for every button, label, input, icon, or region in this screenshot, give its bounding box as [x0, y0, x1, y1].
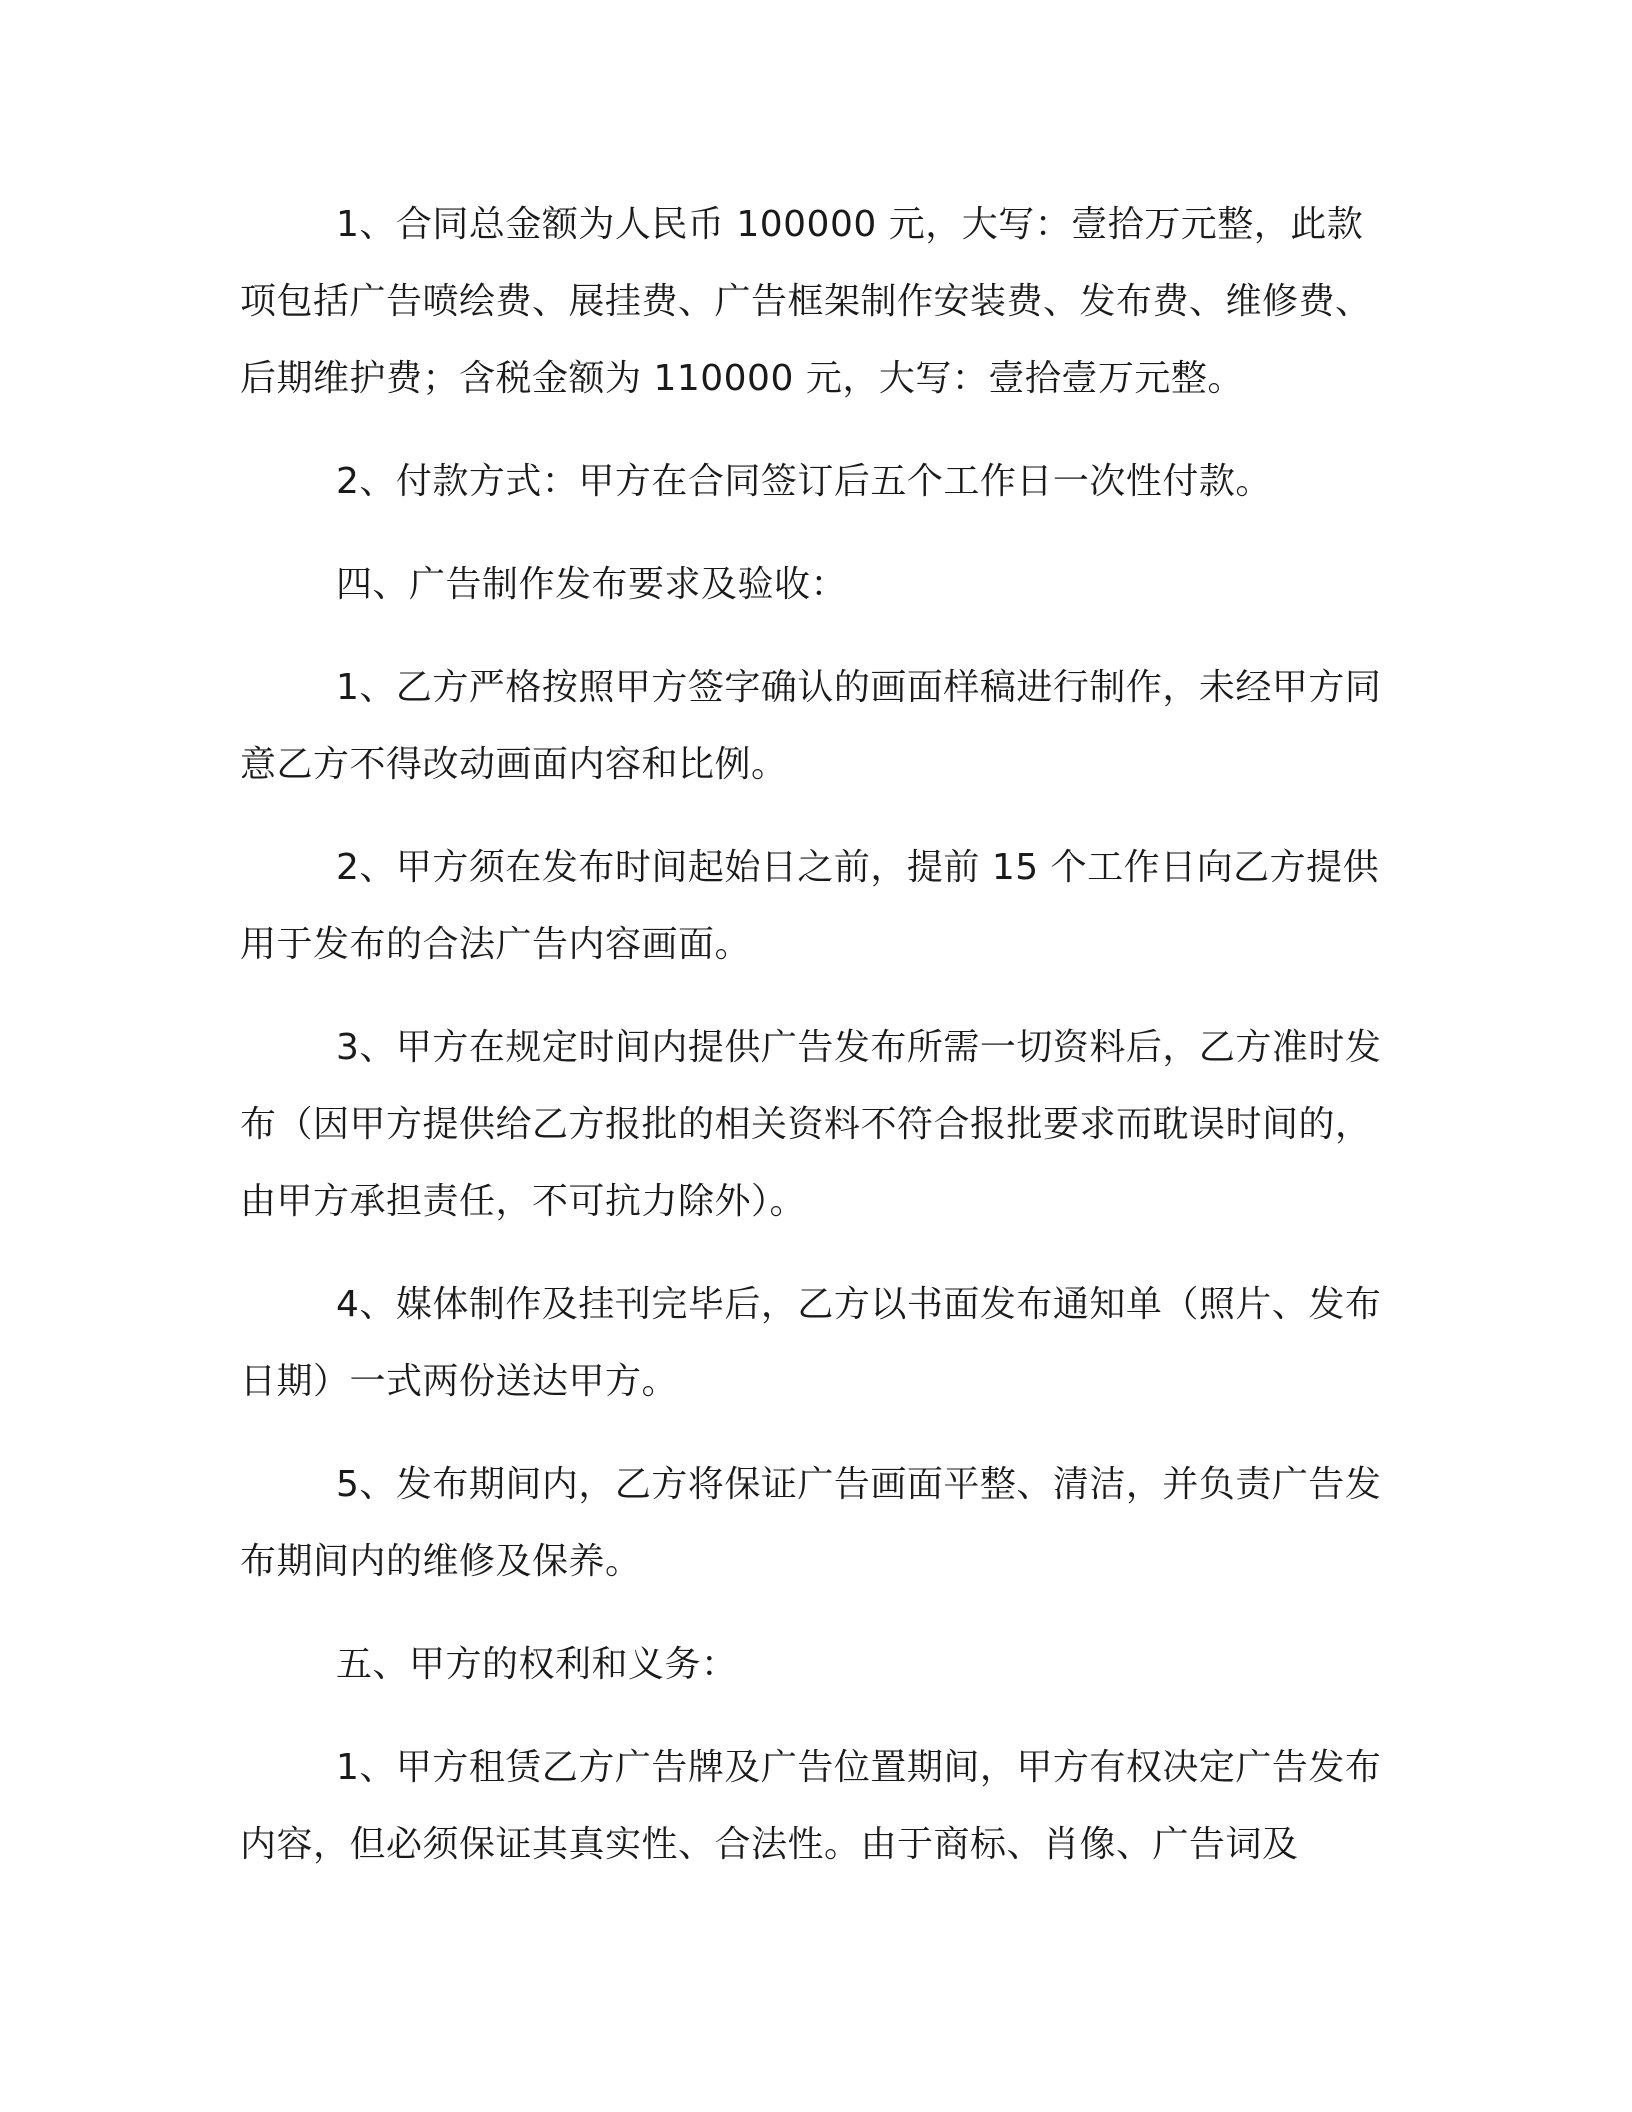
paragraph-requirement-2: 2、甲方须在发布时间起始日之前，提前 15 个工作日向乙方提供用于发布的合法广告内容画面。 — [240, 847, 1380, 965]
paragraph-party-a-right-1: 1、甲方租赁乙方广告牌及广告位置期间，甲方有权决定广告发布内容，但必须保证其真实性、合法性。由于商标、肖像、广告词及 — [240, 1747, 1382, 1865]
document-body — [240, 186, 1390, 1883]
section-heading-party-a-rights: 五、甲方的权利和义务： — [336, 1644, 738, 1685]
paragraph-requirement-1: 1、乙方严格按照甲方签字确认的画面样稿进行制作，未经甲方同意乙方不得改动画面内容和比例。 — [240, 667, 1382, 785]
paragraph-requirement-3: 3、甲方在规定时间内提供广告发布所需一切资料后，乙方准时发布（因甲方提供给乙方报批的相关资料不符合报批要求而耽误时间的，由甲方承担责任，不可抗力除外）。 — [240, 1027, 1382, 1222]
section-heading-production-requirements: 四、广告制作发布要求及验收： — [336, 564, 848, 605]
paragraph-payment-method: 2、付款方式：甲方在合同签订后五个工作日一次性付款。 — [336, 461, 1272, 502]
paragraph-requirement-5: 5、发布期间内，乙方将保证广告画面平整、清洁，并负责广告发布期间内的维修及保养。 — [240, 1464, 1382, 1582]
paragraph-requirement-4: 4、媒体制作及挂刊完毕后，乙方以书面发布通知单（照片、发布日期）一式两份送达甲方。 — [240, 1284, 1382, 1402]
paragraph-contract-amount: 1、合同总金额为人民币 100000 元，大写：壹拾万元整，此款项包括广告喷绘费、展挂费、广告框架制作安装费、发布费、维修费、后期维护费；含税金额为 110000 元，大写：壹拾壹万元整。 — [240, 204, 1372, 399]
